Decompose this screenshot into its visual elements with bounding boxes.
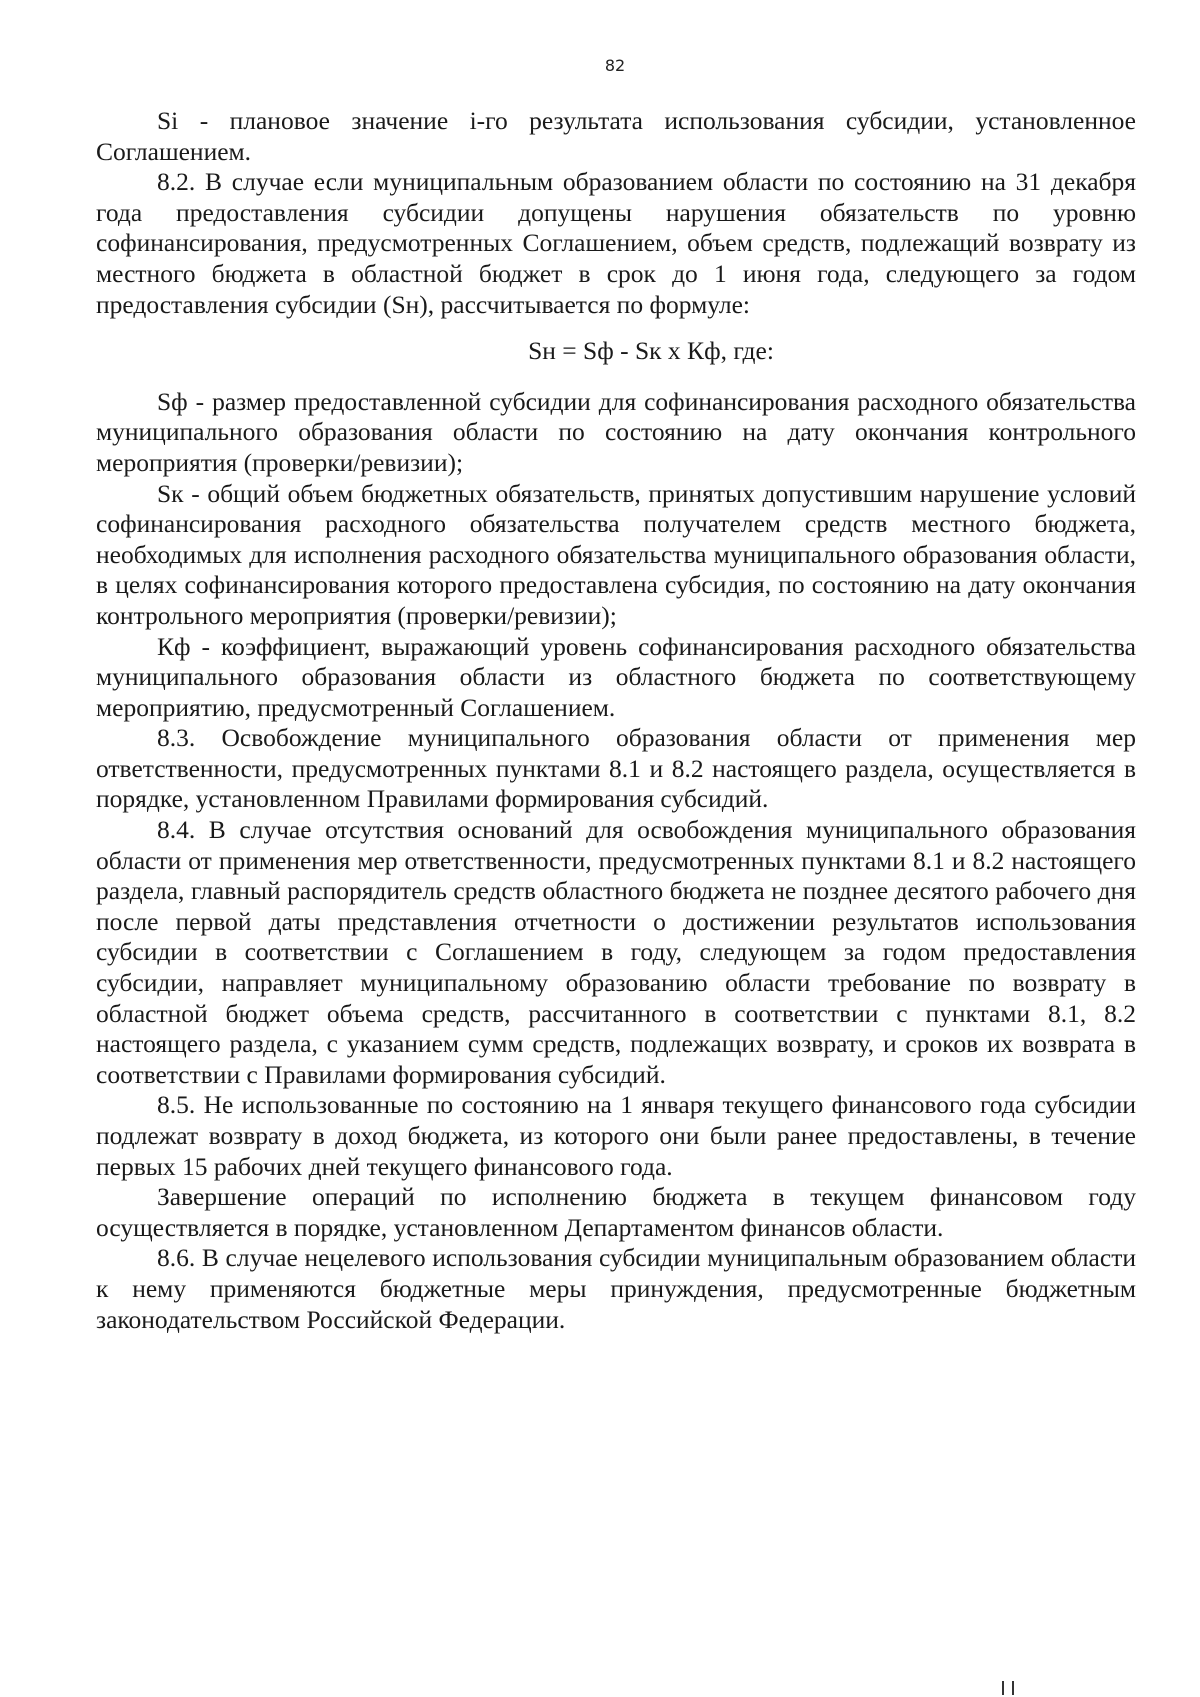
paragraph-budget-completion: Завершение операций по исполнению бюджета в текущем финансовом году осуществляется в порядке, установленном Департаментом финансов области.: [96, 1182, 1136, 1242]
document-body: [96, 106, 1136, 1335]
paragraph-8-6: 8.6. В случае нецелевого использования субсидии муниципальным образованием области к нему применяются бюджетные меры принуждения, предусмотренные бюджетным законодательством Российской Федерации.: [96, 1243, 1136, 1334]
scan-edge-tick: [1002, 1681, 1004, 1695]
paragraph-si-definition: Si - плановое значение i-го результата использования субсидии, установленное Соглашением.: [96, 106, 1136, 166]
paragraph-8-4: 8.4. В случае отсутствия оснований для освобождения муниципального образования области от применения мер ответственности, предусмотренных пунктами 8.1 и 8.2 настоящего раздела, главный распорядитель средств областного бюджета не позднее десятого рабочего дня после первой даты представления отчетности о достижении результатов использования субсидии в соответствии с Соглашением в году, следующем за годом предоставления субсидии, направляет муниципальному образованию области требование по возврату в областной бюджет объема средств, рассчитанного в соответствии с пунктами 8.1, 8.2 настоящего раздела, с указанием сумм средств, подлежащих возврату, и сроков их возврата в соответствии с Правилами формирования субсидий.: [96, 815, 1136, 1089]
scan-edge-mark: [1000, 1679, 1018, 1695]
page-number: 82: [604, 56, 626, 75]
paragraph-8-2: 8.2. В случае если муниципальным образованием области по состоянию на 31 декабря года предоставления субсидии допущены нарушения обязательств по уровню софинансирования, предусмотренных Соглашением, объем средств, подлежащий возврату из местного бюджета в областной бюджет в срок до 1 июня года, следующего за годом предоставления субсидии (Sн), рассчитывается по формуле:: [96, 167, 1136, 319]
formula-sn: Sн = Sф - Sк х Кф, где:: [528, 336, 774, 366]
paragraph-sk-definition: Sк - общий объем бюджетных обязательств, принятых допустившим нарушение условий софинансирования расходного обязательства получателем средств местного бюджета, необходимых для исполнения расходного обязательства муниципального образования области, в целях софинансирования которого предоставлена субсидия, по состоянию на дату окончания контрольного мероприятия (проверки/ревизии);: [96, 478, 1136, 630]
paragraph-8-5: 8.5. Не использованные по состоянию на 1 января текущего финансового года субсидии подлежат возврату в доход бюджета, из которого они были ранее предоставлены, в течение первых 15 рабочих дней текущего финансового года.: [96, 1090, 1136, 1181]
paragraph-sf-definition: Sф - размер предоставленной субсидии для софинансирования расходного обязательства муниципального образования области по состоянию на дату окончания контрольного мероприятия (проверки/ревизии);: [96, 386, 1136, 477]
paragraph-kf-definition: Кф - коэффициент, выражающий уровень софинансирования расходного обязательства муниципального образования области из областного бюджета по соответствующему мероприятию, предусмотренный Соглашением.: [96, 631, 1136, 722]
paragraph-8-3: 8.3. Освобождение муниципального образования области от применения мер ответственности, предусмотренных пунктами 8.1 и 8.2 настоящего раздела, осуществляется в порядке, установленном Правилами формирования субсидий.: [96, 723, 1136, 814]
scan-edge-tick: [1012, 1681, 1014, 1695]
